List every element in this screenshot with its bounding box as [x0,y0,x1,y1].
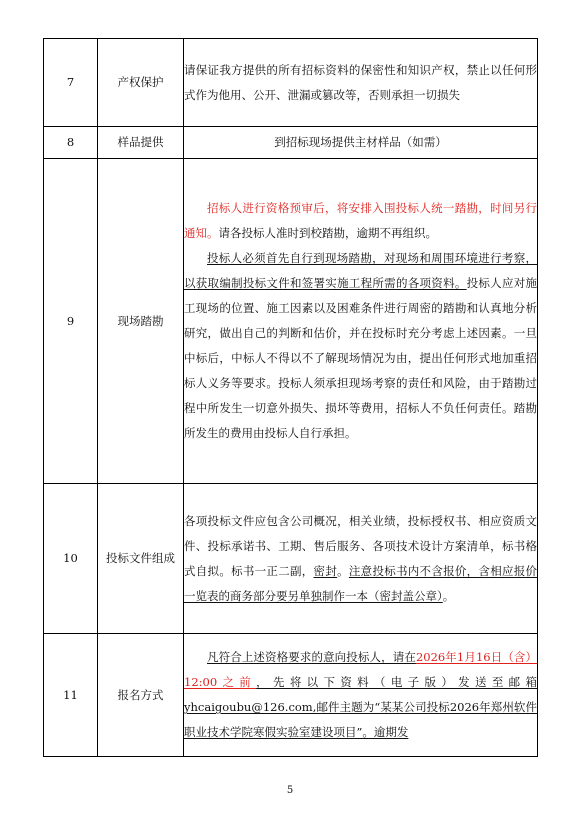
row-text: 投标人应对施工现场的位置、施工因素以及困难条件进行周密的踏勘和认真地分析研究，做出自己的判断和估价，并在投标时充分考虑上述因素。一旦中标后，中标人不得以不了解现场情况为由，提出任何形式地加重招标人义务等要求。投标人须承担现场考察的责任和风险，由于踏勘过程中所发生一切意外损失、损坏等费用，招标人不负任何责任。踏勘所发生的费用由投标人自行承担。 [184,276,538,440]
row-text: 到招标现场提供主材样品（如需） [274,135,447,149]
red-notice: 招标人进行资格预审后，将安排入围投标人统一踏勘，时间另行通知。 [184,201,537,240]
row-number: 8 [44,127,98,159]
row-text: 各项投标文件应包含公司概况，相关业绩，投标授权书、相应资质文件、投标承诺书、工期、售后服务、各项技术设计方案清单，标书格式自拟。标书一正二副， [184,513,537,578]
row-number: 11 [44,634,98,757]
row-text: 。 [337,563,349,578]
row-text: 。 [442,588,455,603]
row-text: ，先将以下资料（电子版）发送至邮箱yhcaigoubu@126.com,邮件主题为“某某公司投标2026年郑州软件职业技术学院寒假实验室建设项目”。逾期发 [184,675,537,739]
table-row [44,39,538,127]
row-label: 报名方式 [98,634,184,757]
underlined-text: 密封 [313,563,338,578]
table-row [44,127,538,159]
page-number: 5 [286,785,294,796]
row-content [184,484,538,634]
row-text: 请保证我方提供的所有招标资料的保密性和知识产权，禁止以任何形式作为他用、公开、泄漏或篡改等，否则承担一切损失 [184,62,537,102]
row-content [184,39,538,127]
row-label: 样品提供 [98,127,184,159]
row-number: 9 [44,159,98,484]
table-row [44,484,538,634]
requirements-table [43,38,538,757]
table-row [44,634,538,757]
paragraph [184,645,537,745]
row-number: 7 [44,39,98,127]
underlined-text: 注意投标书内不含报价，含相应报价一览表的商务部分要另单独制作一本（密封盖公章） [184,563,538,603]
paragraph [184,196,537,246]
row-label: 投标文件组成 [98,484,184,634]
row-content [184,634,538,757]
row-content [184,159,538,484]
row-number: 10 [44,484,98,634]
underlined-text: 投标人必须首先自行到现场踏勘，对现场和周围环境进行考察，以获取编制投标文件和签署实施工程所需的各项资料。 [184,251,537,290]
table-row [44,159,538,484]
row-text: 请各投标人准时到校踏勘，逾期不再组织。 [218,226,437,240]
paragraph [184,246,537,446]
deadline-date: 2026年1月16日（含）12:00之前 [184,650,538,689]
row-label: 现场踏勘 [98,159,184,484]
row-content [184,127,538,159]
row-label: 产权保护 [98,39,184,127]
row-text: 凡符合上述资格要求的意向投标人，请在 [207,650,416,664]
